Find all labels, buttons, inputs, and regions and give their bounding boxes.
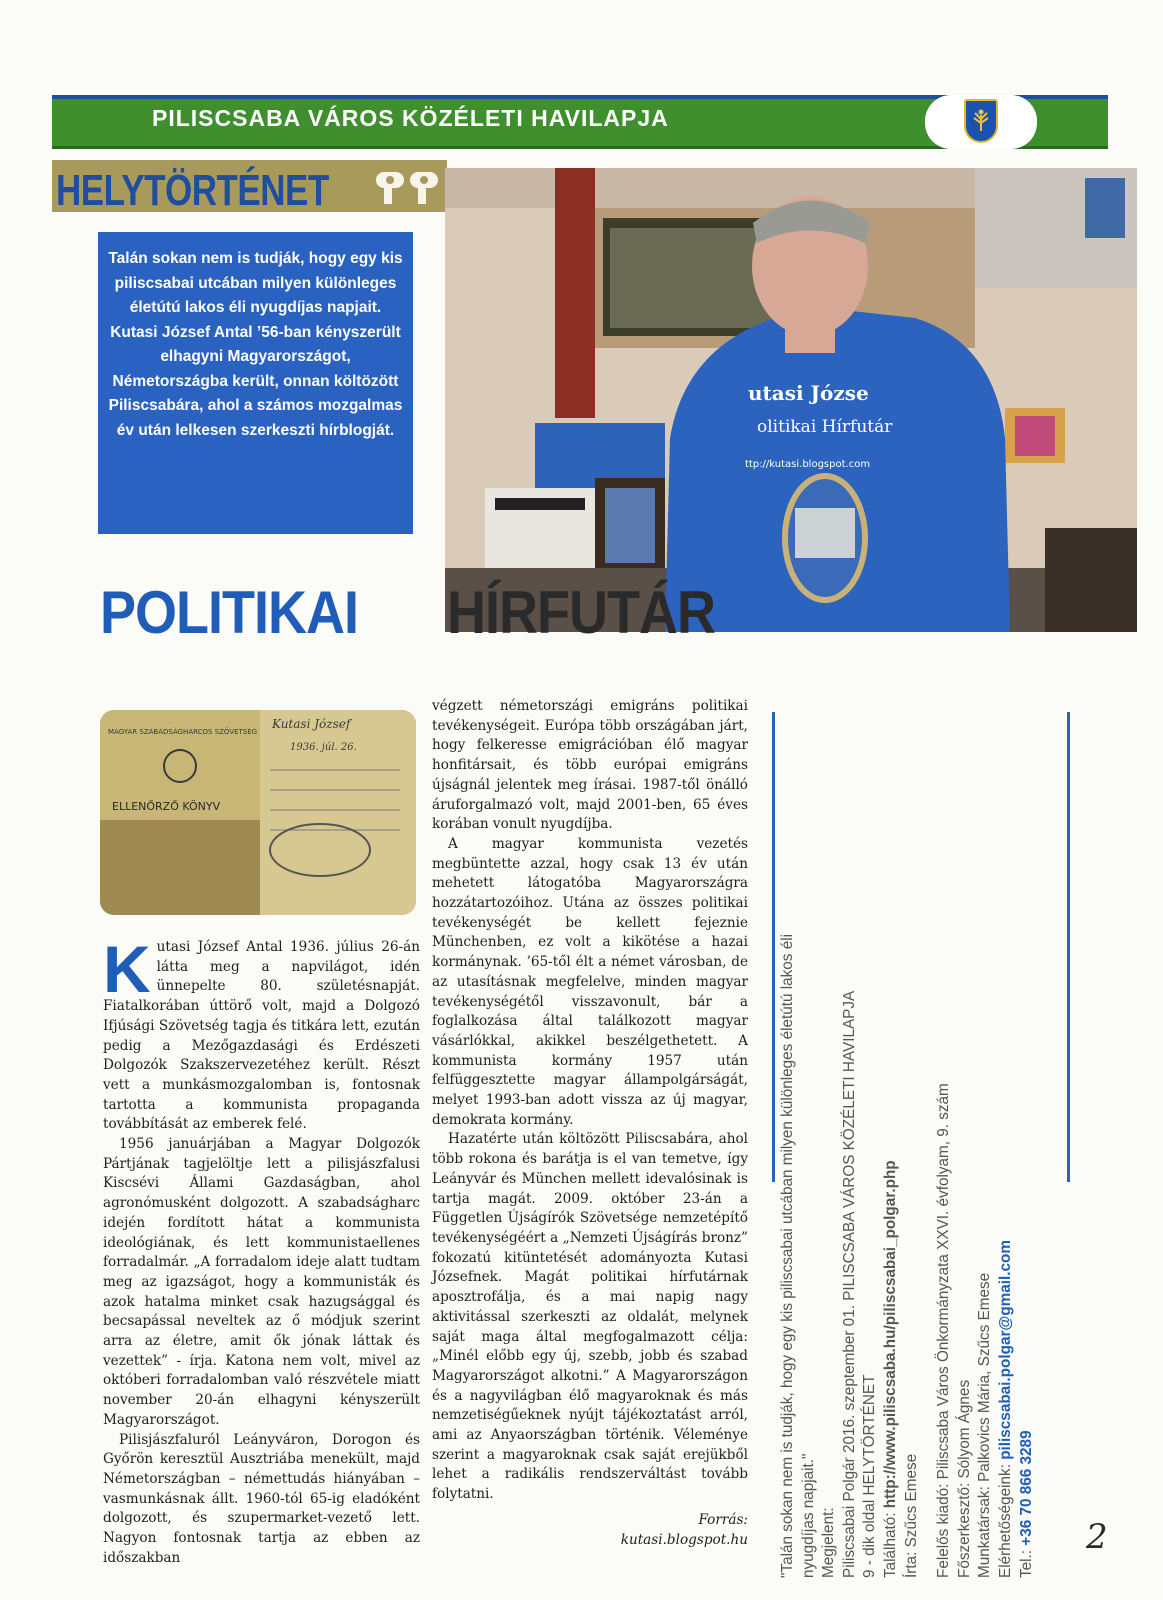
- book-signature: Kutasi József: [272, 717, 351, 731]
- portrait-photo: [445, 168, 1137, 632]
- city-crest-badge: [925, 95, 1037, 149]
- sidebar-phone-line: [1017, 628, 1038, 1578]
- sidebar-author-line: Írta: Szűcs Emese: [902, 1453, 920, 1578]
- control-book-image: [100, 710, 416, 915]
- intro-box: [98, 232, 413, 534]
- article-paragraph-1-text: utasi József Antal 1936. július 26-án látta meg a napvilágot, idén ünnepelte 80. születésnapját. Fiatalkorában úttörő volt, majd a Dolgozó Ifjúsági Szövetség tagja és titkára lett, ezután pedig a Mezőgazdasági és Erdészeti Dolgozók Szakszervezetéhez került. Részt vett a munkásmozgalomban is, fontosnak tartotta a kommunista propaganda továbbítását az emberek felé.: [103, 939, 420, 1133]
- article-source: [432, 1511, 748, 1550]
- masthead-title: PILISCSABA VÁROS KÖZÉLETI HAVILAPJA: [152, 105, 669, 131]
- sidebar-published-label: Megjelent:: [820, 1507, 838, 1578]
- book-note: 1936. júl. 26.: [290, 742, 357, 753]
- headline-part2: HÍRFUTÁR: [447, 579, 715, 647]
- headline-part1: POLITIKAI: [100, 579, 358, 647]
- sidebar-published-line: Piliscsabai Polgár 2016. szeptember 01. PILISCSABA VÁROS KÖZÉLETI HAVILAPJA: [840, 990, 858, 1578]
- article-paragraph-3: Pilisjászfaluról Leányváron, Dorogon és Győrön keresztül Ausztriába menekült, majd Németországban – némettudás hiányában – vasmunkásnak állt. 1960-tól 65-ig eladóként dolgozott, és szupermarket-vezető lett. Nagyon fontosnak tartja az ebben az időszakban: [103, 1431, 420, 1566]
- sidebar-editor-line: Főszerkesztő: Sólyom Ágnes: [955, 1379, 973, 1578]
- article-paragraph-6: Hazatérte után költözött Piliscsabára, ahol több rokona és barátja is el van temetve, így Leányvár és München mellett idevalósinak is tartja magát. 2009. október 23-án a Független Újságírók Szövetsége nemzetépítő tevékenységéért a „Nemzeti Újságírás bronz” fokozatú kitüntetését adományozta Kutasi Józsefnek. Magát politikai hírfutárnak aposztrofálja, és a mai napig nagy aktivitással szerkeszti az oldalát, melynek saját maga által megfogalmazott célja: „Minél előbb egy új, szebb, jobb és szabad Magyarországot alkotni.” A Magyarországon és a nagyvilágban élő magyaroknak és más nemzetiségűeknek nyújt tájékoztatást arról, ami az Anyaországban történik. Véleménye szerint a magyaroknak csak saját erejükből lehet a radikális rendszerváltást tovább folytatni.: [432, 1131, 748, 1503]
- sidebar-found-line: [881, 628, 902, 1578]
- section-label: HELYTÖRTÉNET: [56, 166, 329, 215]
- article-paragraph-5: A magyar kommunista vezetés megbüntette azzal, hogy csak 13 év után mehetett látogatóba Magyarországra hozzátartozóihoz. Utána az összes politikai tevékenységét be kellett fejeznie Münchenben, ez volt a kikötése a hazai kormánynak. ’65-től élt a német városban, de az utasításnak megfelelve, minden magyar tevékenységétől visszavonult, bár a foglalkozása által találkozott magyar vásárlókkal, akikkel beszélgethetett. A kommunista kormány 1957 után felfüggesztette magyar állampolgárságát, melyet 1993-ban adott vissza az új magyar, demokrata kormány.: [432, 835, 748, 1128]
- article-paragraph-1: [103, 932, 420, 1135]
- credits-sidebar: [778, 628, 1037, 1578]
- sidebar-page-line: 9 - dik oldal HELYTÖRTÉNET: [861, 1374, 879, 1578]
- sidebar-quote-line2: nyugdíjas napjait.": [799, 1453, 817, 1578]
- article-paragraph-2: 1956 januárjában a Magyar Dolgozók Pártjának tagjelöltje lett a pilisjászfalusi Kiscsévi Állami Gazdaságban, ahol agronómusként dolgozott. A szabadságharc idején fordított hátat a kommunista ideológiának, és lett kommunistaellenes forradalmár. „A forradalom ideje alatt tudtam meg az igazságot, hogy a kommunisták és azok hatalma minket csak hazugsággal és becsapással neveltek az ő módjuk szerint arra az életre, amit ők jónak láttak és vezettek” - írja. Katona nem volt, mivel az októberi forradalomban való részvétele miatt november 20-án elhagyni kényszerült Magyarországot.: [103, 1136, 420, 1428]
- intro-text: Talán sokan nem is tudják, hogy egy kis piliscsabai utcában milyen különleges életútú lakos éli nyugdíjas napjait. Kutasi József Antal ’56-ban kényszerült elhagyni Magyarországot, Németországba került, onnan költözött Piliscsabára, ahol a számos mozgalmas év után lelkesen szerkeszti hírblogját.: [108, 250, 403, 439]
- sidebar-staff-line: Munkatársak: Palkovics Mária, Szűcs Emese: [976, 1272, 994, 1578]
- sidebar-contact-label: Elérhetőségeink:: [996, 1459, 1014, 1578]
- sidebar-phone-label: Tel.:: [1017, 1545, 1035, 1578]
- sidebar-contact-line: [996, 628, 1017, 1578]
- book-cover-org: MAGYAR SZABADSÁGHARCOS SZÖVETSÉG: [108, 728, 258, 736]
- pp-logo-icon: [372, 166, 442, 206]
- sidebar-publisher-line: Felelős kiadó: Piliscsaba Város Önkormányzata XXVI. évfolyam, 9. szám: [935, 1083, 953, 1578]
- coat-of-arms-icon: [964, 99, 998, 143]
- portrait-illustration: [445, 168, 1137, 632]
- source-label: Forrás:: [698, 1511, 748, 1528]
- sidebar-quote-line1: "Talán sokan nem is tudják, hogy egy kis piliscsabai utcában milyen különleges életútú lakos éli: [779, 933, 796, 1578]
- shirt-print-line2: olitikai Hírfutár: [757, 417, 893, 437]
- shirt-print-line1: utasi Józse: [748, 381, 869, 405]
- sidebar-contact-email[interactable]: piliscsabai.polgar@gmail.com: [996, 1240, 1014, 1460]
- sidebar-rule-left: [772, 712, 775, 1182]
- book-cover-title: ELLENŐRZŐ KÖNYV: [112, 800, 221, 813]
- article-dropcap: K: [103, 932, 151, 1006]
- section-band: [52, 160, 447, 215]
- source-value: kutasi.blogspot.hu: [620, 1531, 748, 1548]
- article-column-2: [432, 697, 748, 1550]
- sidebar-found-url[interactable]: http://www.piliscsaba.hu/piliscsabai_polgar.php: [881, 1160, 899, 1509]
- sidebar-rule-right: [1067, 712, 1070, 1182]
- article-paragraph-4: végzett németországi emigráns politikai tevékenységeit. Európa több országában járt, hogy felkeresse emigrációban élő magyar honfitársait, és több európai emigráns újságnál jelentek meg írásai. 1987-től önálló áruforgalmazó volt, majd 2001-ben, 65 éves korában vonult nyugdíjba.: [432, 698, 748, 833]
- page-number: 2: [1086, 1517, 1108, 1557]
- article-column-1: [103, 932, 420, 1569]
- sidebar-phone-value[interactable]: +36 70 866 3289: [1017, 1430, 1035, 1546]
- sidebar-found-label: Található:: [881, 1508, 899, 1578]
- shirt-print-line3: ttp://kutasi.blogspot.com: [745, 459, 871, 470]
